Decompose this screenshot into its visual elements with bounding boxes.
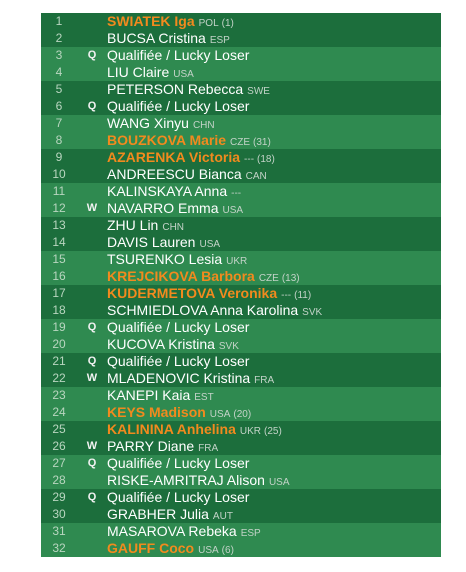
match-block bbox=[41, 47, 441, 81]
player-row[interactable] bbox=[41, 234, 441, 251]
player-name[interactable]: RISKE-AMRITRAJ Alison bbox=[107, 472, 265, 488]
player-name[interactable]: KALINSKAYA Anna bbox=[107, 183, 228, 199]
draw-position: 13 bbox=[52, 218, 66, 232]
player-name[interactable]: ANDREESCU Bianca bbox=[107, 166, 242, 182]
draw-position: 27 bbox=[52, 456, 66, 470]
draw-position: 18 bbox=[52, 303, 66, 317]
player-entry bbox=[107, 132, 271, 149]
player-name[interactable]: SWIATEK Iga bbox=[107, 13, 195, 29]
match-block bbox=[41, 183, 441, 217]
player-country: ESP bbox=[240, 528, 261, 539]
player-row[interactable] bbox=[41, 404, 441, 421]
entry-status: W bbox=[86, 372, 98, 384]
player-row[interactable] bbox=[41, 30, 441, 47]
player-row[interactable] bbox=[41, 302, 441, 319]
draw-position: 17 bbox=[52, 286, 66, 300]
player-name[interactable]: KANEPI Kaia bbox=[107, 387, 191, 403]
player-row[interactable] bbox=[41, 540, 441, 557]
player-name[interactable]: PARRY Diane bbox=[107, 438, 195, 454]
player-row[interactable] bbox=[41, 523, 441, 540]
player-row[interactable] bbox=[41, 472, 441, 489]
match-block bbox=[41, 115, 441, 149]
entry-status: Q bbox=[87, 457, 97, 469]
draw-position: 10 bbox=[52, 167, 66, 181]
player-entry bbox=[107, 234, 220, 251]
player-seed: (18) bbox=[257, 154, 275, 165]
player-name[interactable]: SCHMIEDLOVA Anna Karolina bbox=[107, 302, 299, 318]
player-name[interactable]: KEYS Madison bbox=[107, 404, 206, 420]
draw-position: 1 bbox=[55, 14, 63, 28]
player-country: --- bbox=[281, 290, 292, 301]
player-entry bbox=[107, 540, 234, 557]
draw-position: 2 bbox=[55, 31, 63, 45]
draw-position: 16 bbox=[52, 269, 66, 283]
player-country: USA bbox=[173, 69, 194, 80]
player-country: USA bbox=[199, 239, 221, 250]
player-country: SVK bbox=[218, 341, 239, 352]
player-entry bbox=[107, 472, 290, 489]
player-name[interactable]: PETERSON Rebecca bbox=[107, 81, 244, 97]
player-row[interactable] bbox=[41, 336, 441, 353]
player-country: CZE bbox=[258, 273, 279, 284]
draw-position: 6 bbox=[55, 99, 63, 113]
draw-position: 5 bbox=[55, 82, 63, 96]
player-row[interactable] bbox=[41, 200, 441, 217]
draw-position: 23 bbox=[52, 388, 66, 402]
player-row[interactable] bbox=[41, 217, 441, 234]
entry-status: W bbox=[86, 202, 98, 214]
player-seed: (31) bbox=[253, 137, 271, 148]
player-seed: (1) bbox=[221, 18, 234, 29]
player-name[interactable]: KUDERMETOVA Veronika bbox=[107, 285, 278, 301]
draw-position: 11 bbox=[52, 184, 66, 198]
draw-position: 19 bbox=[52, 320, 66, 334]
player-name[interactable]: LIU Claire bbox=[107, 64, 170, 80]
player-row[interactable] bbox=[41, 438, 441, 455]
draw-position: 12 bbox=[52, 201, 66, 215]
draw-position: 22 bbox=[52, 371, 66, 385]
player-name[interactable]: Qualifiée / Lucky Loser bbox=[107, 98, 250, 114]
entry-status: Q bbox=[87, 355, 97, 367]
match-block bbox=[41, 319, 441, 353]
player-country: --- bbox=[244, 154, 255, 165]
match-block bbox=[41, 217, 441, 251]
player-entry bbox=[107, 98, 249, 115]
player-row[interactable] bbox=[41, 13, 441, 30]
player-country: USA bbox=[209, 409, 231, 420]
player-row[interactable] bbox=[41, 98, 441, 115]
match-block bbox=[41, 421, 441, 455]
player-country: CHN bbox=[192, 120, 215, 131]
draw-position: 28 bbox=[52, 473, 66, 487]
player-row[interactable] bbox=[41, 251, 441, 268]
player-entry bbox=[107, 268, 300, 285]
player-name[interactable]: BOUZKOVA Marie bbox=[107, 132, 227, 148]
match-block bbox=[41, 353, 441, 387]
match-block bbox=[41, 285, 441, 319]
match-block bbox=[41, 149, 441, 183]
player-country: USA bbox=[222, 205, 244, 216]
player-entry bbox=[107, 200, 243, 217]
match-block bbox=[41, 81, 441, 115]
player-name[interactable]: NAVARRO Emma bbox=[107, 200, 219, 216]
player-name[interactable]: AZARENKA Victoria bbox=[107, 149, 241, 165]
player-country: AUT bbox=[212, 511, 233, 522]
player-name[interactable]: DAVIS Lauren bbox=[107, 234, 196, 250]
player-country: POL bbox=[198, 18, 219, 29]
player-entry bbox=[107, 455, 249, 472]
player-seed: (11) bbox=[294, 290, 312, 301]
player-name[interactable]: MASAROVA Rebeka bbox=[107, 523, 237, 539]
draw-bracket bbox=[41, 13, 441, 556]
player-entry bbox=[107, 489, 249, 506]
player-entry bbox=[107, 404, 251, 421]
player-country: SWE bbox=[247, 86, 270, 97]
player-entry bbox=[107, 30, 230, 47]
entry-status: W bbox=[86, 440, 98, 452]
draw-position: 3 bbox=[55, 48, 63, 62]
player-name[interactable]: KUCOVA Kristina bbox=[107, 336, 215, 352]
player-name[interactable]: MLADENOVIC Kristina bbox=[107, 370, 251, 386]
player-country: USA bbox=[268, 477, 290, 488]
draw-position: 4 bbox=[55, 65, 63, 79]
player-country: CHN bbox=[162, 222, 185, 233]
player-entry bbox=[107, 64, 194, 81]
draw-position: 31 bbox=[52, 524, 66, 538]
player-row[interactable] bbox=[41, 319, 441, 336]
player-country: USA bbox=[198, 545, 219, 556]
entry-status: Q bbox=[87, 321, 97, 333]
draw-position: 8 bbox=[55, 133, 63, 147]
player-country: FRA bbox=[254, 375, 275, 386]
player-country: UKR bbox=[239, 426, 261, 437]
entry-status: Q bbox=[87, 491, 97, 503]
match-block bbox=[41, 523, 441, 557]
player-name[interactable]: GRABHER Julia bbox=[107, 506, 209, 522]
player-row[interactable] bbox=[41, 47, 441, 64]
player-entry bbox=[107, 370, 274, 387]
match-block bbox=[41, 387, 441, 421]
player-entry bbox=[107, 353, 249, 370]
entry-status: Q bbox=[87, 49, 97, 61]
player-name[interactable]: GAUFF Coco bbox=[107, 540, 195, 556]
player-entry bbox=[107, 438, 218, 455]
player-name[interactable]: Qualifiée / Lucky Loser bbox=[107, 319, 250, 335]
draw-position: 15 bbox=[52, 252, 66, 266]
player-row[interactable] bbox=[41, 64, 441, 81]
player-row[interactable] bbox=[41, 115, 441, 132]
player-row[interactable] bbox=[41, 285, 441, 302]
player-row[interactable] bbox=[41, 455, 441, 472]
player-country: --- bbox=[231, 188, 242, 199]
player-country: FRA bbox=[198, 443, 219, 454]
player-row[interactable] bbox=[41, 132, 441, 149]
player-row[interactable] bbox=[41, 81, 441, 98]
player-row[interactable] bbox=[41, 183, 441, 200]
player-row[interactable] bbox=[41, 166, 441, 183]
player-row[interactable] bbox=[41, 387, 441, 404]
player-country: ESP bbox=[209, 35, 230, 46]
player-name[interactable]: Qualifiée / Lucky Loser bbox=[107, 353, 250, 369]
player-entry bbox=[107, 336, 239, 353]
draw-position: 30 bbox=[52, 507, 66, 521]
player-row[interactable] bbox=[41, 370, 441, 387]
draw-position: 24 bbox=[52, 405, 66, 419]
player-country: SVK bbox=[302, 307, 323, 318]
player-seed: (20) bbox=[233, 409, 252, 420]
player-name[interactable]: TSURENKO Lesia bbox=[107, 251, 223, 267]
draw-position: 14 bbox=[52, 235, 66, 249]
player-country: CAN bbox=[245, 171, 267, 182]
player-country: CZE bbox=[230, 137, 251, 148]
draw-position: 32 bbox=[52, 541, 66, 555]
player-seed: (13) bbox=[281, 273, 300, 284]
player-name[interactable]: ZHU Lin bbox=[107, 217, 159, 233]
draw-position: 29 bbox=[52, 490, 66, 504]
player-row[interactable] bbox=[41, 353, 441, 370]
player-entry bbox=[107, 506, 233, 523]
player-name[interactable]: KREJCIKOVA Barbora bbox=[107, 268, 255, 284]
player-name[interactable]: WANG Xinyu bbox=[107, 115, 189, 131]
player-seed: (6) bbox=[221, 545, 234, 556]
player-name[interactable]: Qualifiée / Lucky Loser bbox=[107, 455, 250, 471]
player-entry bbox=[107, 47, 249, 64]
match-block bbox=[41, 455, 441, 489]
player-country: EST bbox=[194, 392, 214, 403]
match-block bbox=[41, 13, 441, 47]
player-row[interactable] bbox=[41, 489, 441, 506]
player-name[interactable]: KALININA Anhelina bbox=[107, 421, 236, 437]
player-row[interactable] bbox=[41, 268, 441, 285]
entry-status: Q bbox=[87, 100, 97, 112]
match-block bbox=[41, 489, 441, 523]
player-row[interactable] bbox=[41, 421, 441, 438]
draw-position: 20 bbox=[52, 337, 66, 351]
player-row[interactable] bbox=[41, 149, 441, 166]
player-entry bbox=[107, 319, 249, 336]
player-row[interactable] bbox=[41, 506, 441, 523]
player-name[interactable]: Qualifiée / Lucky Loser bbox=[107, 489, 250, 505]
player-name[interactable]: BUCSA Cristina bbox=[107, 30, 206, 46]
player-entry bbox=[107, 166, 267, 183]
match-block bbox=[41, 251, 441, 285]
draw-position: 26 bbox=[52, 439, 66, 453]
draw-position: 9 bbox=[55, 150, 63, 164]
draw-position: 21 bbox=[52, 354, 66, 368]
player-seed: (25) bbox=[263, 426, 282, 437]
draw-position: 7 bbox=[55, 116, 63, 130]
player-country: UKR bbox=[226, 256, 248, 267]
draw-position: 25 bbox=[52, 422, 66, 436]
player-entry bbox=[107, 302, 322, 319]
player-name[interactable]: Qualifiée / Lucky Loser bbox=[107, 47, 250, 63]
